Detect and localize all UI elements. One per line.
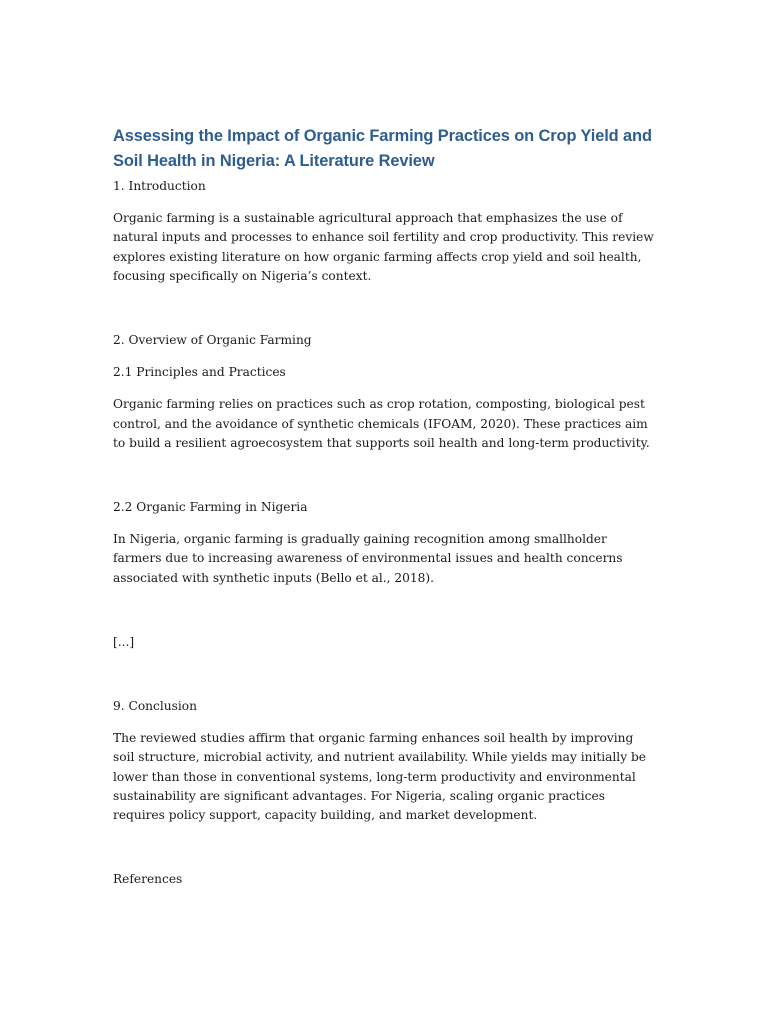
paragraph-introduction: Organic farming is a sustainable agricultural approach that emphasizes the use of natural inputs and processes to enhance soil fertility and crop productivity. This review explores existing literature on how organic farming affects crop yield and soil health, focusing specifically on Nigeria’s context. xyxy=(113,211,654,283)
omission-marker: [...] xyxy=(113,634,135,649)
paragraph-principles: Organic farming relies on practices such as crop rotation, composting, biological pest control, and the avoidance of synthetic chemicals (IFOAM, 2020). These practices aim to build a resilient agroecosystem that supports soil health and long-term productivity. xyxy=(113,397,650,450)
section-heading-overview: 2. Overview of Organic Farming xyxy=(113,333,312,348)
subsection-heading-nigeria: 2.2 Organic Farming in Nigeria xyxy=(113,500,308,515)
section-heading-conclusion: 9. Conclusion xyxy=(113,699,197,714)
section-heading-introduction: 1. Introduction xyxy=(113,179,206,193)
paragraph-conclusion: The reviewed studies affirm that organic farming enhances soil health by improving soil structure, microbial activity, and nutrient availability. While yields may initially be lower than those in conventional systems, long-term productivity and environmental sustainability are significant advantages. For Nigeria, scaling organic practices requires policy support, capacity building, and market development. xyxy=(113,731,646,823)
document-body xyxy=(113,124,658,889)
paragraph-nigeria: In Nigeria, organic farming is gradually gaining recognition among smallholder farmers due to increasing awareness of environmental issues and health concerns associated with synthetic inputs (Bello et al., 2018). xyxy=(113,532,623,585)
section-heading-references: References xyxy=(113,872,183,887)
document-title: Assessing the Impact of Organic Farming Practices on Crop Yield and Soil Health in Nigeria: A Literature Review xyxy=(113,127,652,170)
subsection-heading-principles: 2.1 Principles and Practices xyxy=(113,365,286,380)
